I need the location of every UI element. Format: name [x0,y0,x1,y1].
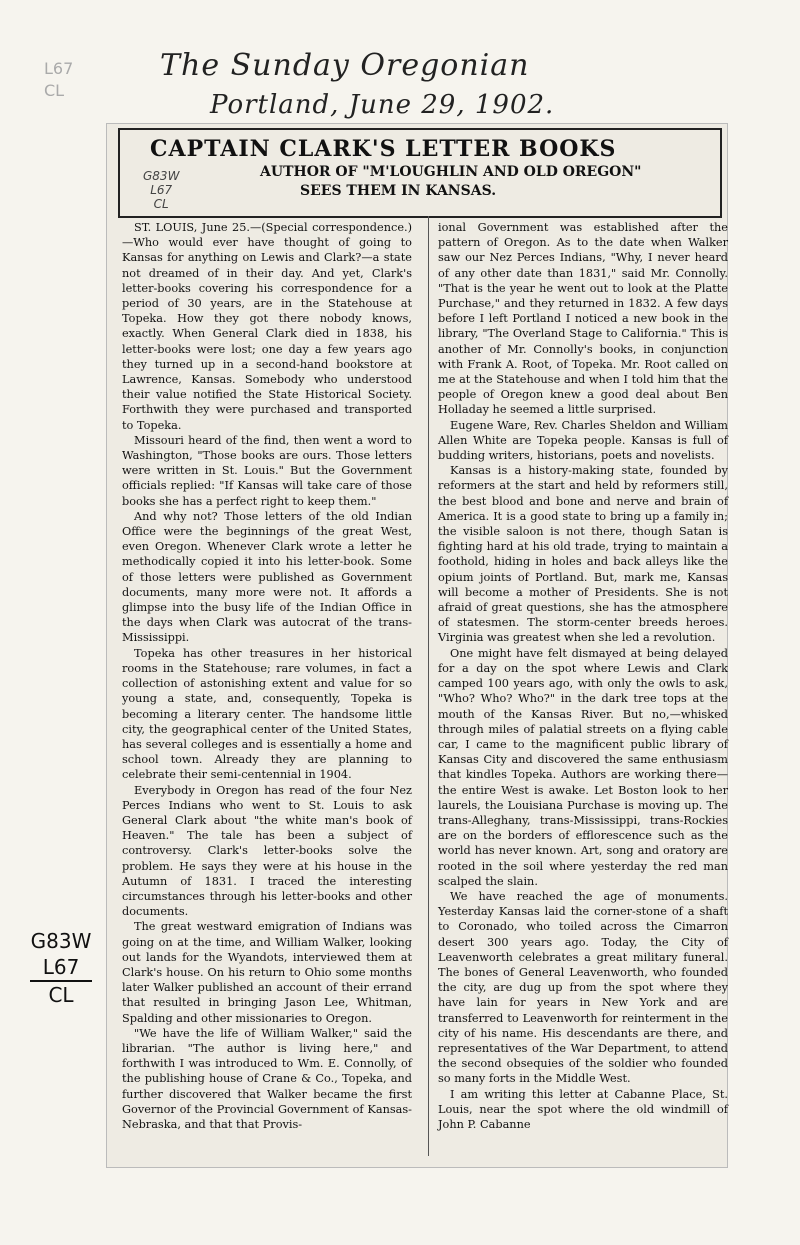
article-headline: CAPTAIN CLARK'S LETTER BOOKS [150,136,617,162]
article-paragraph: We have reached the age of monuments. Yesterday Kansas laid the corner-stone of a shaft to Coronado, who toiled across the Cimarron desert 300 years ago. Today, the City of Leavenworth celebrates a great military funeral. The bones of General Leavenworth, who founded the city, are dug up from the spot where they have lain for years in New York and are transferred to Leavenworth for reinterment in the city of his name. His descendants are there, and representatives of the War Department, to attend the second obsequies of the soldier who founded so many forts in the Middle West. [438,889,728,1086]
article-paragraph: Topeka has other treasures in her historical rooms in the Statehouse; rare volumes, in fact a collection of astonishing extent and value for so young a state, and, consequently, Topeka is becoming a literary center. The handsome little city, the geographical center of the United States, has several colleges and is essentially a home and school town. Already they are planning to celebrate their semi-centennial in 1904. [122,646,412,782]
article-paragraph: Kansas is a history-making state, founded by reformers at the start and held by reformers still, the best blood and bone and nerve and brain of America. It is a good state to bring up a family in; the visible saloon is not there, though Satan is fighting hard at his old trade, trying to maintain a foothold, hiding in holes and back alleys like the opium joints of Portland. But, mark me, Kansas will become a mother of Presidents. She is not afraid of great questions, she has the atmosphere of statesmen. The storm-center breeds heroes. Virginia was greatest when she led a revolution. [438,464,728,645]
article-paragraph: Everybody in Oregon has read of the four Nez Perces Indians who went to St. Louis to ask General Clark about "the white man's book of Heaven." The tale has been a subject of controversy. Clark's letter-books solve the problem. He says they were at his house in the Autumn of 1831. I traced the interesting circumstances through his letter-books and other documents. [122,783,412,919]
article-paragraph: And why not? Those letters of the old Indian Office were the beginnings of the great West, even Oregon. Whenever Clark wrote a letter he methodically copied it into his letter-book. Some of those letters were published as Government documents, many more were not. It affords a glimpse into the busy life of the Indian Office in the days when Clark was autocrat of the trans-Mississippi. [122,509,412,645]
article-column-left [122,220,412,1132]
article-paragraph: Missouri heard of the find, then went a word to Washington, "Those books are ours. Those letters were written in St. Louis." But the Government officials replied: "If Kansas will take care of those books she has a perfect right to keep them." [122,433,412,508]
article-paragraph: ional Government was established after the pattern of Oregon. As to the date when Walker saw our Nez Perces Indians, "Why, I never heard of any other date than 1831," said Mr. Connolly. "That is the year he went out to look at the Platte Purchase," and they returned in 1832. A few days before I left Portland I noticed a new book in the library, "The Overland Stage to California." This is another of Mr. Connolly's books, in conjunction with Frank A. Root, of Topeka. Mr. Root called on me at the Statehouse and when I told him that the people of Oregon knew a good deal about Ben Holladay he seemed a little surprised. [438,221,728,417]
article-column-right [438,220,728,1132]
article-paragraph: I am writing this letter at Cabanne Place, St. Louis, near the spot where the old windmill of John P. Cabanne [438,1087,728,1131]
side-mark-line: G83W [30,929,92,953]
handwritten-place-date: Portland, June 29, 1902. [210,90,555,120]
call-number-stamp [143,170,179,211]
handwritten-publication: The Sunday Oregonian [160,48,530,83]
article-paragraph: Eugene Ware, Rev. Charles Sheldon and William Allen White are Topeka people. Kansas is full of budding writers, historians, poets and novelists. [438,418,728,463]
side-mark-line: CL [48,983,74,1007]
article-paragraph: ST. LOUIS, June 25.—(Special correspondence.)—Who would ever have thought of going to Kansas for anything on Lewis and Clark?—a state not dreamed of in their day. And yet, Clark's letter-books covering his correspondence for a period of 30 years, are in the Statehouse at Topeka. How they got there nobody knows, exactly. When General Clark died in 1838, his letter-books were lost; one day a few years ago they turned up in a second-hand bookstore at Lawrence, Kansas. Somebody who understood their value notified the State Historical Society. Forthwith they were purchased and transported to Topeka. [122,221,412,432]
stamp-line: G83W [143,169,180,183]
article-paragraph: One might have felt dismayed at being delayed for a day on the spot where Lewis and Clark camped 100 years ago, with only the owls to ask, "Who? Who? Who?" in the dark tree tops at the mouth of the Kansas River. But no,—whisked through miles of palatial streets on a flying cable car, I came to the magnificent public library of Kansas City and discovered the same enthusiasm that kindles Topeka. Authors are working there—the entire West is awake. Let Boston look to her laurels, the Louisiana Purchase is moving up. The trans-Alleghany, trans-Mississippi, trans-Rockies are on the borders of efflorescence such as the world has never known. Art, song and oratory are rooted in the soil where yesterday the red man scalped the slain. [438,646,728,888]
article-subhead: AUTHOR OF "M'LOUGHLIN AND OLD OREGON" [260,164,642,180]
article-paragraph: The great westward emigration of Indians was going on at the time, and William Walker, looking out lands for the Wyandots, interviewed them at Clark's house. On his return to Ohio some months later Walker published an account of their errand that resulted in bringing Jason Lee, Whitman, Spalding and other missionaries to Oregon. [122,920,412,1025]
side-call-number [18,928,104,1008]
stamp-line: CL [153,196,169,211]
pencil-call-number [44,58,73,101]
article-subhead: SEES THEM IN KANSAS. [300,183,497,199]
column-divider [428,216,429,1156]
side-mark-line: L67 [30,954,92,982]
pencil-line: L67 [44,59,74,78]
pencil-line: CL [44,80,65,100]
article-paragraph: "We have the life of William Walker," said the librarian. "The author is living here," and forthwith I was introduced to Wm. E. Connolly, of the publishing house of Crane & Co., Topeka, and further discovered that Walker became the first Governor of the Provincial Government of Kansas-Nebraska, and that that Provis- [122,1026,412,1131]
stamp-line: L67 [150,182,173,197]
